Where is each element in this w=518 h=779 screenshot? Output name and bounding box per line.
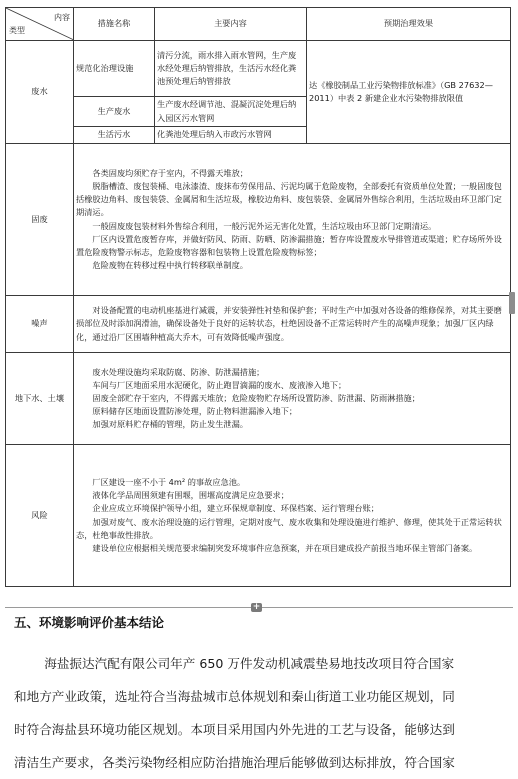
type-solid-waste: 固废 (6, 144, 74, 296)
measure-name: 生产废水 (74, 97, 155, 127)
groundwater-content (74, 353, 511, 445)
ground-line: 废水处理设施均采取防腐、防渗、防泄漏措施； (92, 366, 265, 377)
table-row (6, 41, 511, 97)
paragraph-line: 时符合海盐县环境功能区规划。本项目采用国内外先进的工艺与设备，能够达到 (14, 722, 455, 737)
measure-content: 清污分流，雨水排入雨水管网，生产废水经处理后纳管排放，生活污水经化粪池预处理后纳管排放 (155, 41, 307, 97)
noise-text: 对设备配置的电动机座基进行减震，并安装弹性衬垫和保护套；平时生产中加强对各设备的维修保养，对其主要磨损部位及时添加润滑油，确保设备处于良好的运转状态，杜绝因设备不正常运转时产生的高噪声现象；加强厂区内绿化，通过沿厂区围墙种植高大乔木，可有效降低噪声强度。 (76, 305, 502, 342)
solid-para: 各类固废均须贮存于室内，不得露天堆放； (92, 168, 248, 179)
type-risk: 风险 (6, 445, 74, 587)
paragraph-line: 和地方产业政策，选址符合当海盐城市总体规划和秦山街道工业功能区规划，同 (14, 689, 455, 704)
solid-waste-content (74, 144, 511, 296)
scrollbar-thumb[interactable] (509, 292, 515, 314)
corner-cell (6, 8, 74, 41)
table-row (6, 296, 511, 353)
measures-table (5, 7, 511, 587)
table-row (6, 353, 511, 445)
solid-para: 危险废物在转移过程中执行转移联单制度。 (92, 259, 248, 270)
ground-line: 固废全部贮存于室内，不得露天堆放；危险废物贮存场所设置防渗、防泄漏、防雨淋措施； (92, 392, 420, 403)
solid-para: 脱脂槽渣、废包装桶、电泳漆渣、废抹布劳保用品、污泥均属于危险废物，全部委托有资质单位处置；一般固废包括橡胶边角料、废包装袋、金属屑和生活垃圾，橡胶边角料、废包装袋、金属屑外售综合利用，生活垃圾由环卫部门定期清运。 (76, 181, 502, 218)
measure-content: 化粪池处理后纳入市政污水管网 (155, 127, 307, 144)
type-noise: 噪声 (6, 296, 74, 353)
ground-line: 原料储存区地面设置防渗处理，防止物料泄漏渗入地下； (92, 406, 298, 417)
measure-name: 生活污水 (74, 127, 155, 144)
measure-name: 规范化治理设施 (74, 41, 155, 97)
section-heading: 五、环境影响评价基本结论 (14, 615, 165, 630)
table-row (6, 445, 511, 587)
risk-line: 加强对废气、废水治理设施的运行管理，定期对废气、废水收集和处理设施进行维护、修理，使其处于正常运转状态，杜绝事故性排放。 (76, 516, 502, 540)
table-header-row (6, 8, 511, 41)
measure-effect: 达《橡胶制品工业污染物排放标准》（GB 27632—2011）中表 2 新建企业水污染物排放限值 (307, 41, 511, 144)
paragraph-line: 海盐振达汽配有限公司年产 650 万件发动机减震垫易地技改项目符合国家 (44, 656, 455, 671)
corner-top-label: 内容 (54, 13, 70, 22)
type-wastewater: 废水 (6, 41, 74, 144)
risk-line: 建设单位应根据相关规范要求编制突发环境事件应急预案，并在项目建成投产前报当地环保主管部门备案。 (92, 542, 478, 553)
measure-content: 生产废水经调节池、混凝沉淀处理后纳入园区污水管网 (155, 97, 307, 127)
paragraph-line: 清洁生产要求，各类污染物经相应防治措施治理后能够做到达标排放，符合国家 (14, 755, 455, 770)
header-effect: 预期治理效果 (307, 8, 511, 41)
risk-line: 企业应成立环境保护领导小组，建立环保规章制度、环保档案、运行管理台账； (92, 503, 379, 514)
table-row (6, 144, 511, 296)
header-content: 主要内容 (155, 8, 307, 41)
solid-para: 一般固废废包装材料外售综合利用，一般污泥外运无害化处置，生活垃圾由环卫部门定期清运。 (92, 220, 437, 231)
risk-line: 液体化学品周围须建有围堰，围堰高度满足应急要求； (92, 490, 289, 501)
ground-line: 车间与厂区地面采用水泥硬化，防止跑冒滴漏的废水、废液渗入地下； (92, 379, 347, 390)
header-measure: 措施名称 (74, 8, 155, 41)
noise-content (74, 296, 511, 353)
type-groundwater-soil: 地下水、土壤 (6, 353, 74, 445)
ground-line: 加强对原料贮存桶的管理，防止发生泄漏。 (92, 419, 248, 430)
risk-line: 厂区建设一座不小于 4m² 的事故应急池。 (92, 477, 246, 488)
corner-bottom-label: 类型 (9, 25, 25, 35)
conclusion-paragraph (14, 647, 500, 779)
expand-plus-icon[interactable]: + (252, 602, 261, 612)
risk-content (74, 445, 511, 587)
solid-para: 厂区内设置危废暂存库，并做好防风、防雨、防晒、防渗漏措施；暂存库设置废水导排管道或渠道；贮存场所外设置危险废物警示标志，危险废物容器和包装物上设置危险废物标签； (76, 233, 502, 257)
